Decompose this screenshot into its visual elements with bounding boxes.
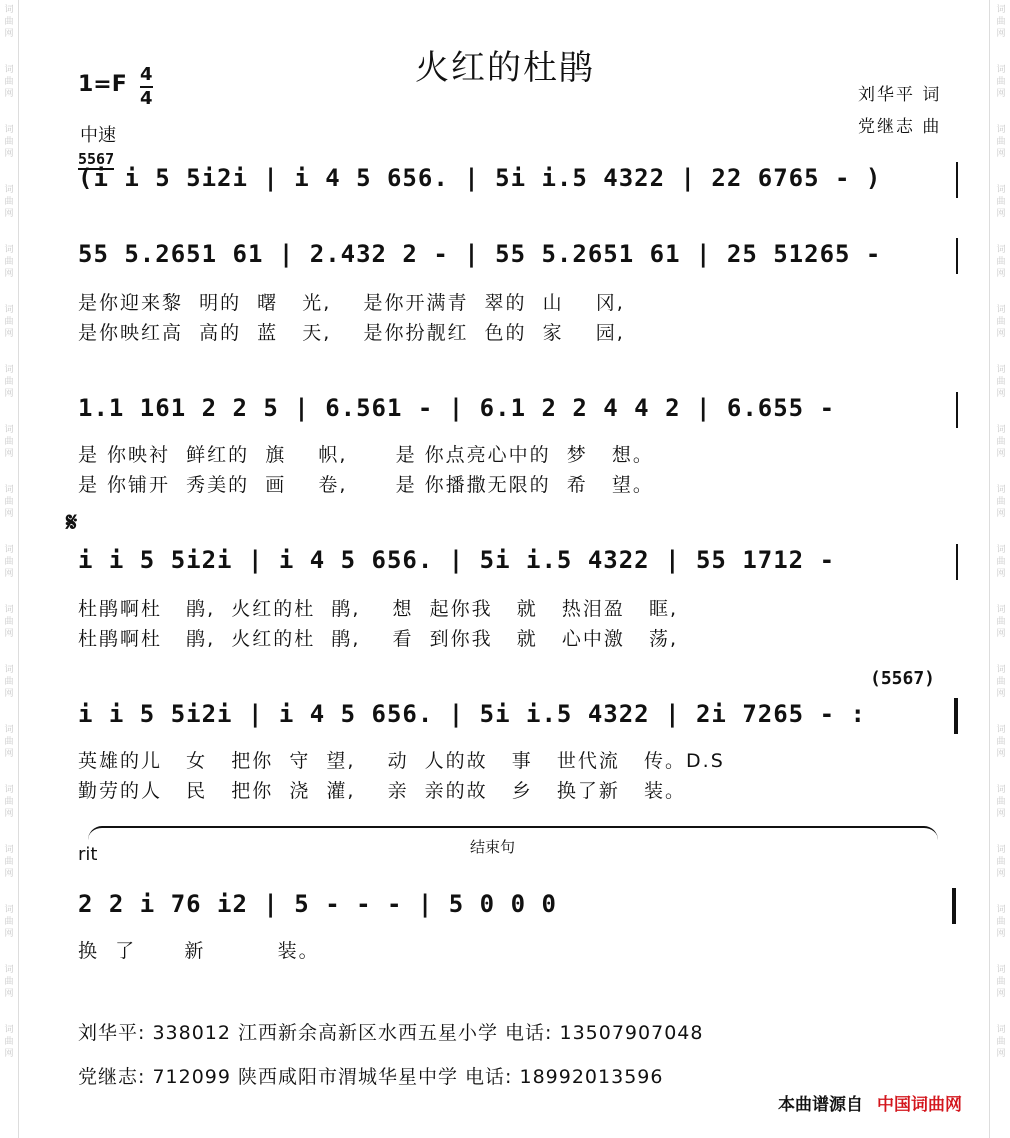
pickup-notes: (5567) (870, 668, 936, 689)
key-signature: 1=F (78, 72, 127, 97)
notes-row-4: i i 5 5i2i | i 4 5 656. | 5i i.5 4322 | 55 1712 - (78, 546, 836, 574)
final-barline (952, 888, 956, 924)
barline (956, 162, 958, 198)
lyric-row-4-verse-1: 杜鹃啊杜 鹃, 火红的杜 鹃, 想 起你我 就 热泪盈 眶, (78, 598, 678, 620)
watermark-right: 词 曲 网 词 曲 网 词 曲 网 词 曲 网 词 曲 网 词 曲 网 词 曲 网 词 曲 网 词 曲 网 词 曲 网 词 曲 网 词 曲 网 词 曲 网 词 曲 网 词 曲 网 词 曲 网 词 曲 网 词 曲 网 (996, 5, 1006, 1059)
lyric-row-2-verse-1: 是你迎来黎 明的 曙 光, 是你开满青 翠的 山 冈, (78, 292, 625, 314)
notes-row-2: 55 5.2651 61 | 2.432 2 - | 55 5.2651 61 | 25 51265 - (78, 240, 882, 268)
contact-composer: 党继志: 712099 陕西咸阳市渭城华星中学 电话: 18992013596 (78, 1066, 664, 1088)
segno-sign: 𝄋 (66, 508, 78, 538)
lyric-row-3-verse-1: 是 你映衬 鲜红的 旗 帜, 是 你点亮心中的 梦 想。 (78, 444, 654, 466)
time-bottom: 4 (140, 88, 153, 109)
lyric-row-2-verse-2: 是你映红高 高的 蓝 天, 是你扮靓红 色的 家 园, (78, 322, 625, 344)
notes-row-3: 1.1 161 2 2 5 | 6.561 - | 6.1 2 2 4 4 2 | 6.655 - (78, 394, 836, 422)
time-top: 4 (140, 64, 153, 88)
contact-lyricist: 刘华平: 338012 江西新余高新区水西五星小学 电话: 13507907048 (78, 1022, 704, 1044)
lyricist-credit: 刘华平 词 (858, 85, 942, 105)
source-label: 本曲谱源自 (778, 1095, 863, 1115)
time-signature (140, 64, 153, 110)
tempo-marking: 中速 (80, 125, 116, 146)
barline (956, 238, 958, 274)
source-credit (778, 1090, 962, 1115)
barline (956, 392, 958, 428)
lyric-row-6: 换 了 新 装。 (78, 940, 320, 962)
repeat-barline (954, 698, 958, 734)
lyric-row-4-verse-2: 杜鹃啊杜 鹃, 火红的杜 鹃, 看 到你我 就 心中激 荡, (78, 628, 678, 650)
lyric-row-5-verse-1: 英雄的儿 女 把你 守 望, 动 人的故 事 世代流 传。D.S (78, 750, 725, 772)
song-title: 火红的杜鹃 (415, 48, 595, 88)
source-site-link[interactable]: 中国词曲网 (877, 1095, 962, 1115)
notes-row-5: i i 5 5i2i | i 4 5 656. | 5i i.5 4322 | 2i 7265 - : (78, 700, 866, 728)
composer-credit: 党继志 曲 (858, 117, 942, 137)
lyric-row-3-verse-2: 是 你铺开 秀美的 画 卷, 是 你播撒无限的 希 望。 (78, 474, 654, 496)
rit-marking: rit (78, 844, 98, 865)
grace-notes: 5567 (78, 150, 115, 168)
notes-row-6: 2 2 i 76 i2 | 5 - - - | 5 0 0 0 (78, 890, 557, 918)
lyric-row-5-verse-2: 勤劳的人 民 把你 浇 灌, 亲 亲的故 乡 换了新 装。 (78, 780, 687, 802)
ending-label: 结束句 (470, 838, 516, 856)
barline (956, 544, 958, 580)
notes-intro: (i i 5 5i2i | i 4 5 656. | 5i i.5 4322 | 22 6765 - ) (78, 164, 882, 192)
watermark-left: 词 曲 网 词 曲 网 词 曲 网 词 曲 网 词 曲 网 词 曲 网 词 曲 网 词 曲 网 词 曲 网 词 曲 网 词 曲 网 词 曲 网 词 曲 网 词 曲 网 词 曲 网 词 曲 网 词 曲 网 词 曲 网 (4, 5, 14, 1059)
